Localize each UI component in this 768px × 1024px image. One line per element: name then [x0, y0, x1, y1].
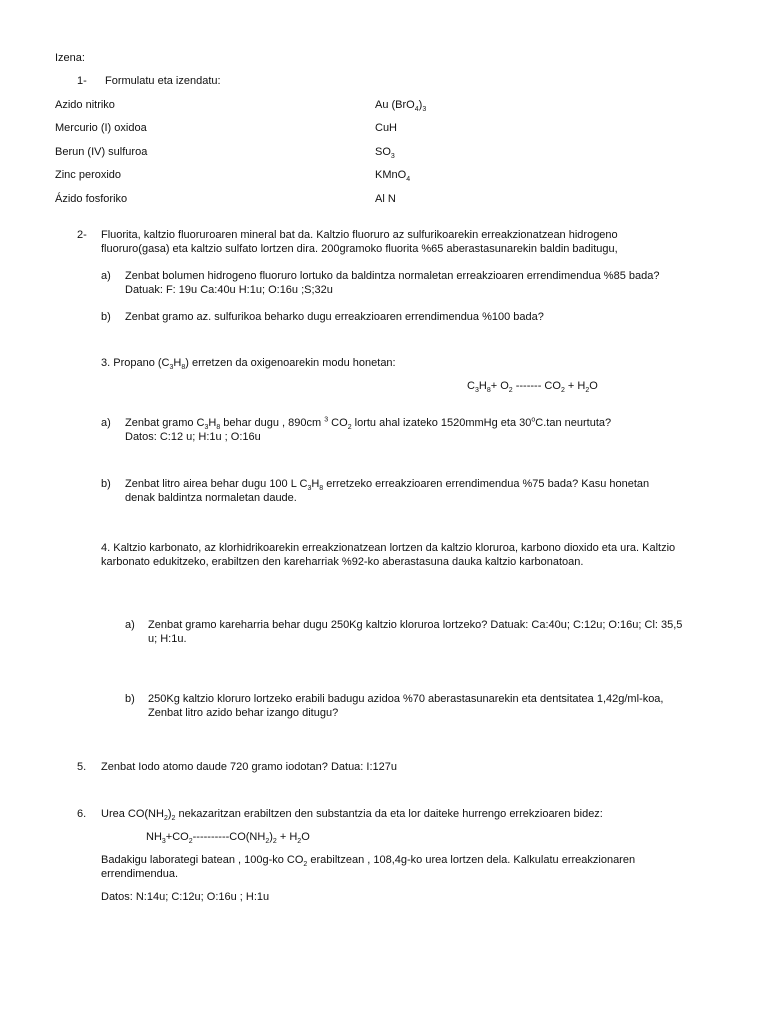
q6-paragraph: Badakigu laborategi batean , 100g-ko $CO_2$ erabiltzean , 108,4g-ko urea lortzen dela. Kalkulatu erreakzionaren — [101, 854, 636, 869]
q6-number: 6. — [77, 808, 87, 820]
q1-item-right: CuH — [375, 122, 398, 134]
name-label: Izena: — [55, 52, 85, 64]
q1-item-left: Zinc peroxido — [55, 169, 122, 181]
q6-equation: $NH_3+CO_2----------CO(NH_2)_2 + H_2O$ — [146, 831, 310, 846]
q2b-text: Zenbat gramo az. sulfurikoa beharko dugu erreakzioaren errendimendua %100 bada? — [125, 311, 544, 323]
q1-number: 1- — [77, 75, 87, 87]
q4-text-line: karbonato edukitzeko, erabiltzen den kareharriak %92-ko aberastasuna dauka kaltzio karbonatoan. — [101, 556, 584, 568]
q3b-label: b) — [101, 478, 111, 490]
q2a-label: a) — [101, 270, 111, 282]
q5-text: Zenbat Iodo atomo daude 720 gramo iodotan? Datua: I:127u — [101, 761, 397, 773]
q1-item-right: $SO_3$ — [375, 146, 395, 161]
q3-equation: $C_3H_8+ O_2$ ------- $CO_2 + H_2O$ — [467, 380, 598, 395]
q6-data: Datos: N:14u; C:12u; O:16u ; H:1u — [101, 891, 270, 903]
q4a-text: Zenbat gramo kareharria behar dugu 250Kg kaltzio kloruroa lortzeko? Datuak: Ca:40u; C:12u; O:16u; Cl: 35,5 — [148, 619, 683, 631]
q2a-data: Datuak: F: 19u Ca:40u H:1u; O:16u ;S;32u — [125, 284, 333, 296]
q6-paragraph-line: errendimendua. — [101, 868, 179, 880]
q2a-text: Zenbat bolumen hidrogeno fluoruro lortuko da baldintza normaletan erreakzioaren errendimendua %85 bada? — [125, 270, 660, 282]
q3a-text: Zenbat gramo $C_3H_8$ behar dugu , 890cm $^3$ $CO_2$ lortu ahal izateko 1520mmHg eta 30$^o$C.tan neurtuta? — [125, 416, 612, 432]
q2b-label: b) — [101, 311, 111, 323]
q1-title: Formulatu eta izendatu: — [105, 75, 221, 87]
q3-intro: 3. Propano $(C_3H_8)$ erretzen da oxigenoarekin modu honetan: — [101, 357, 396, 372]
q3a-label: a) — [101, 417, 111, 429]
q1-item-left: Berun (IV) sulfuroa — [55, 146, 148, 158]
q2-number: 2- — [77, 229, 87, 241]
q1-item-right: Au $(BrO_4)_3$ — [375, 99, 427, 114]
q4b-text-line: Zenbat litro azido behar izango ditugu? — [148, 707, 339, 719]
q1-item-left: Ázido fosforiko — [55, 193, 128, 205]
q2-text-line: Fluorita, kaltzio fluoruroaren mineral bat da. Kaltzio fluoruro az sulfurikoarekin erreakzionatzean hidrogeno — [101, 229, 618, 241]
q4a-text-line: u; H:1u. — [148, 633, 187, 645]
q1-item-right: KMnO$_4$ — [375, 169, 411, 184]
q1-item-left: Azido nitriko — [55, 99, 115, 111]
q3b-text: Zenbat litro airea behar dugu 100 L $C_3H_8$ erretzeko erreakzioaren errendimendua %75 bada? Kasu honetan — [125, 478, 650, 493]
q4-text-line: 4. Kaltzio karbonato, az klorhidrikoarekin erreakzionatzean lortzen da kaltzio kloruroa, karbono dioxido eta ura. Kaltzio — [101, 542, 676, 554]
q4b-label: b) — [125, 693, 135, 705]
q5-number: 5. — [77, 761, 87, 773]
q6-text: Urea $CO(NH_2)_2$ nekazaritzan erabiltzen den substantzia da eta lor daiteke hurrengo errekzioaren bidez: — [101, 808, 603, 823]
q1-item-left: Mercurio (I) oxidoa — [55, 122, 147, 134]
q3a-data: Datos: C:12 u; H:1u ; O:16u — [125, 431, 261, 443]
q2-text-line: fluoruro(gasa) eta kaltzio sulfato lortzen dira. 200gramoko fluorita %65 aberastasunarekin baldin baditugu, — [101, 243, 618, 255]
q3b-text-line: denak baldintza normaletan daude. — [125, 492, 297, 504]
q4a-label: a) — [125, 619, 135, 631]
q1-item-right: Al N — [375, 193, 396, 205]
q4b-text: 250Kg kaltzio kloruro lortzeko erabili badugu azidoa %70 aberastasunarekin eta dentsitatea 1,42g/ml-koa, — [148, 693, 664, 705]
